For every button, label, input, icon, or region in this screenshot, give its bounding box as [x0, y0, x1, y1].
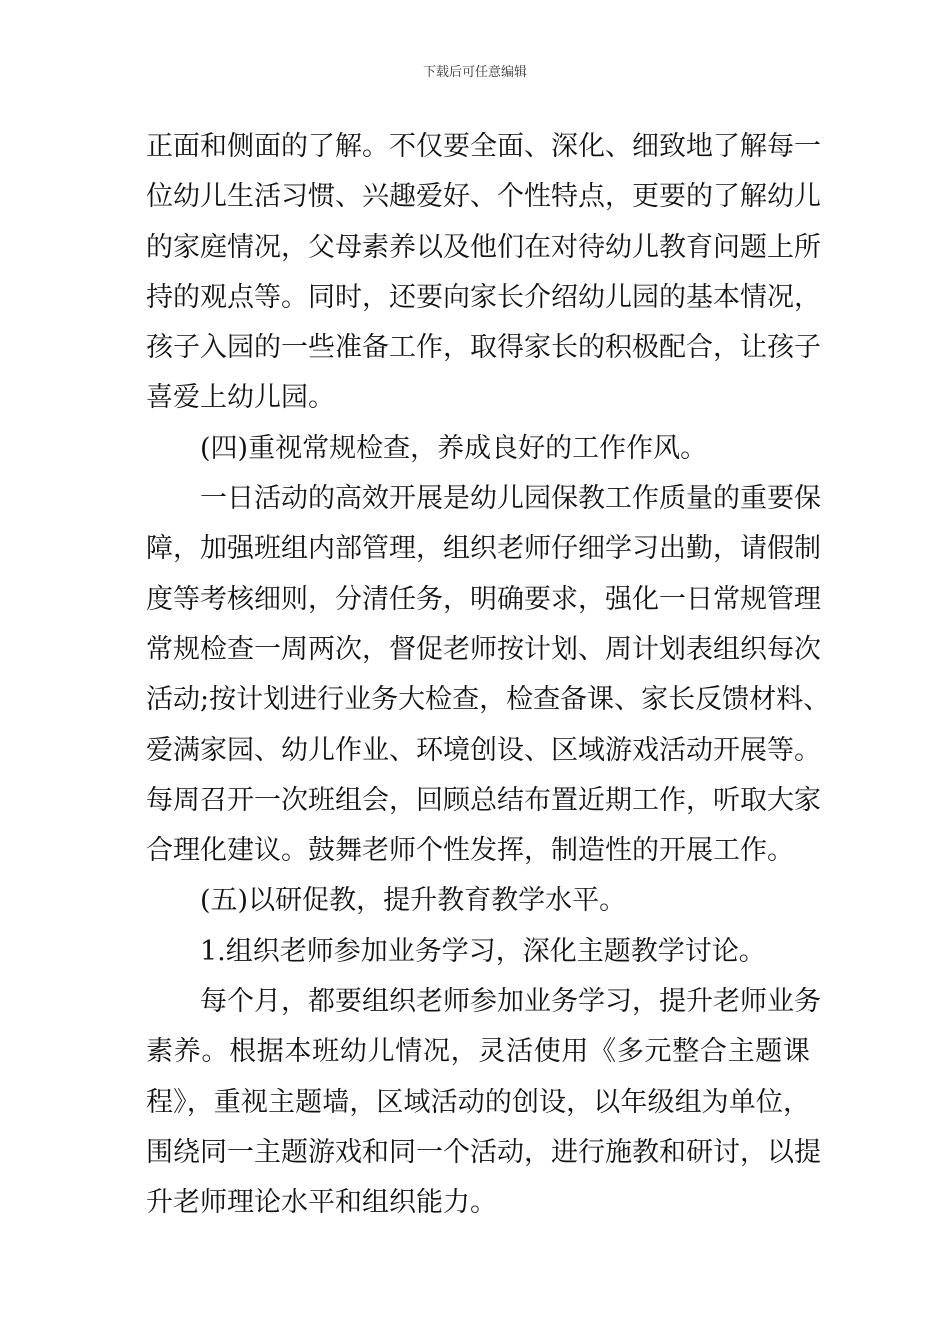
- section-heading: [146, 876, 810, 926]
- text-line: 素养。根据本班幼儿情况，灵活使用《多元整合主题课: [146, 1036, 810, 1068]
- text-line: 一日活动的高效开展是幼儿园保教工作质量的重要保: [200, 483, 821, 515]
- text-line: 程》，重视主题墙，区域活动的创设，以年级组为单位，: [146, 1086, 810, 1118]
- text-line: 活动;按计划进行业务大检查，检查备课、家长反馈材料、: [146, 684, 831, 716]
- text-line: (五)以研促教，提升教育教学水平。: [200, 885, 627, 917]
- text-line: 升老师理论水平和组织能力。: [146, 1187, 497, 1219]
- text-line: 喜爱上幼儿园。: [146, 382, 335, 414]
- document-body: [146, 122, 831, 1229]
- section-heading: [146, 424, 810, 474]
- text-line: 爱满家园、幼儿作业、环境创设、区域游戏活动开展等。: [146, 734, 821, 766]
- paragraph: [146, 977, 821, 1228]
- text-line: 障，加强班组内部管理，组织老师仔细学习出勤，请假制: [146, 533, 821, 565]
- text-line: 度等考核细则，分清任务，明确要求，强化一日常规管理: [146, 583, 821, 615]
- text-line: 正面和侧面的了解。不仅要全面、深化、细致地了解每一: [146, 131, 821, 162]
- paragraph: [146, 122, 821, 424]
- header-text: 下载后可任意编辑: [422, 65, 527, 80]
- text-line: 的家庭情况，父母素养以及他们在对待幼儿教育问题上所: [146, 231, 821, 263]
- text-line: 围绕同一主题游戏和同一个活动，进行施教和研讨，以提: [146, 1136, 821, 1168]
- page-header: [0, 64, 950, 82]
- text-line: 持的观点等。同时，还要向家长介绍幼儿园的基本情况，: [146, 281, 821, 313]
- text-line: 每周召开一次班组会，回顾总结布置近期工作，听取大家: [146, 784, 821, 816]
- text-line: 孩子入园的一些准备工作，取得家长的积极配合，让孩子: [146, 332, 821, 364]
- text-line: 每个月，都要组织老师参加业务学习，提升老师业务: [200, 986, 821, 1018]
- text-line: 位幼儿生活习惯、兴趣爱好、个性特点，更要的了解幼儿: [146, 181, 821, 213]
- paragraph: [146, 474, 831, 876]
- text-line: (四)重视常规检查，养成良好的工作作风。: [200, 432, 708, 464]
- subsection-heading: [146, 927, 810, 977]
- text-line: 1.组织老师参加业务学习，深化主题教学讨论。: [200, 935, 766, 967]
- text-line: 合理化建议。鼓舞老师个性发挥，制造性的开展工作。: [146, 835, 794, 867]
- text-line: 常规检查一周两次，督促老师按计划、周计划表组织每次: [146, 633, 821, 665]
